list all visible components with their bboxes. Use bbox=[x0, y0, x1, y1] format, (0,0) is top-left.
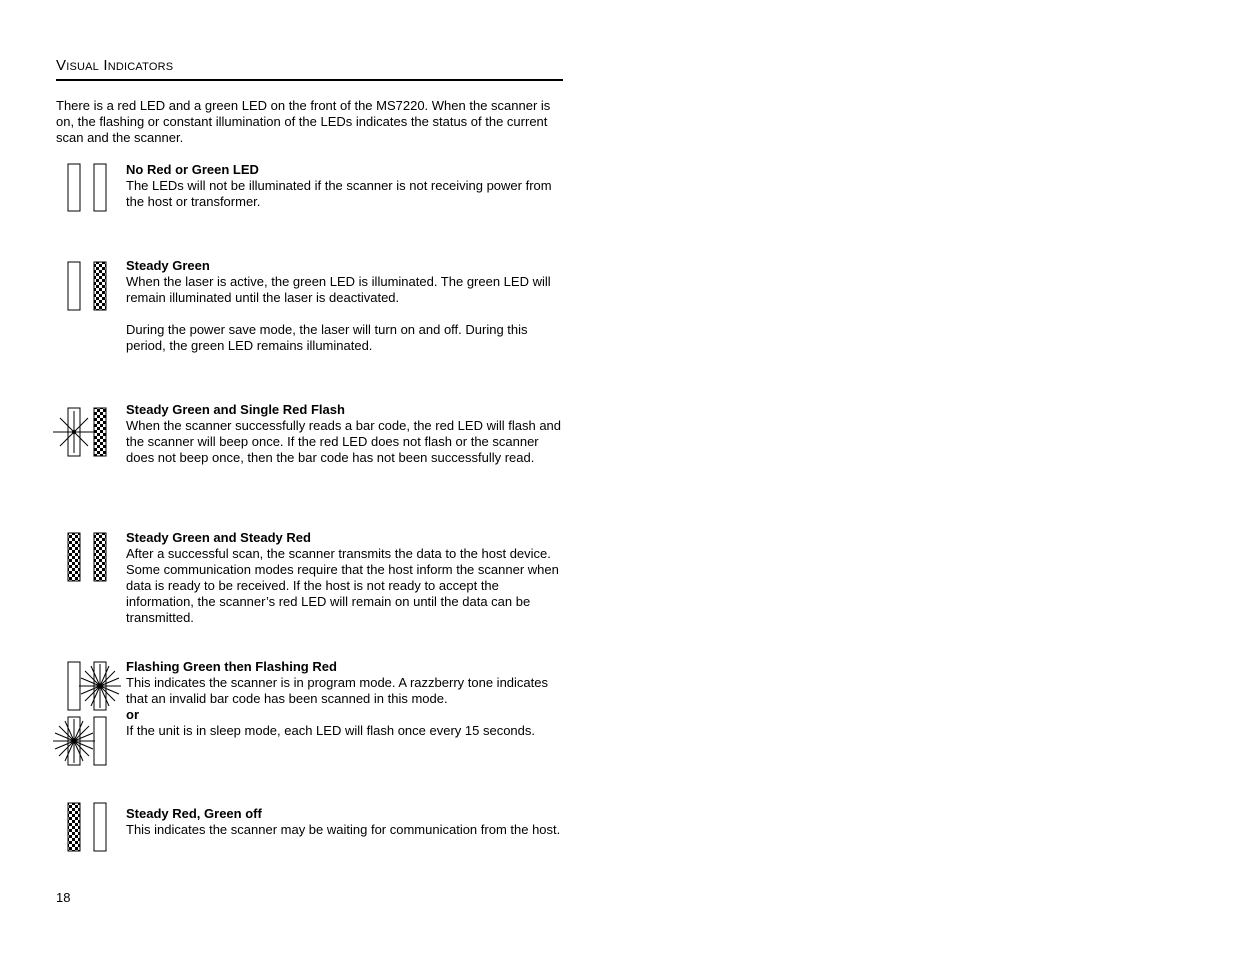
entry-title: Steady Green and Single Red Flash bbox=[126, 402, 345, 417]
green-led-on-icon bbox=[66, 261, 110, 313]
entry-steady-green bbox=[126, 258, 562, 354]
entry-or: or bbox=[126, 707, 139, 722]
entry-green-red-flash bbox=[126, 402, 562, 466]
both-leds-on-icon bbox=[66, 532, 110, 584]
entry-red-on-green-off bbox=[126, 806, 562, 838]
entry-title: No Red or Green LED bbox=[126, 162, 259, 177]
entry-flashing bbox=[126, 659, 562, 739]
entry-body: This indicates the scanner may be waiting for communication from the host. bbox=[126, 822, 561, 837]
page-number: 18 bbox=[56, 890, 71, 905]
entry-body-2: If the unit is in sleep mode, each LED will flash once every 15 seconds. bbox=[126, 723, 535, 738]
entry-no-led bbox=[126, 162, 562, 210]
entry-title: Steady Green bbox=[126, 258, 210, 273]
entry-body: The LEDs will not be illuminated if the scanner is not receiving power from the host or transformer. bbox=[126, 178, 552, 209]
intro-paragraph: There is a red LED and a green LED on the front of the MS7220. When the scanner is on, the flashing or constant illumination of the LEDs indicates the status of the current scan and the scanner. bbox=[56, 98, 551, 145]
entry-body: After a successful scan, the scanner transmits the data to the host device. Some communication modes require that the host inform the scanner when data is ready to be received. If the host is not ready to accept the information, the scanner’s red LED will remain on until the data can be transmitted. bbox=[126, 546, 559, 625]
entry-body: When the laser is active, the green LED is illuminated. The green LED will remain illuminated until the laser is deactivated. bbox=[126, 274, 551, 305]
entry-green-red-steady bbox=[126, 530, 562, 626]
green-flash-then-red-flash-icon bbox=[52, 660, 124, 768]
entry-title: Steady Red, Green off bbox=[126, 806, 262, 821]
section-heading bbox=[56, 57, 563, 81]
entry-title: Flashing Green then Flashing Red bbox=[126, 659, 337, 674]
entry-body: When the scanner successfully reads a bar code, the red LED will flash and the scanner will beep once. If the red LED does not flash or the scanner does not beep once, then the bar code has not been successfully read. bbox=[126, 418, 562, 465]
entry-body-2: During the power save mode, the laser will turn on and off. During this period, the green LED remains illuminated. bbox=[126, 322, 528, 353]
section-heading-text: Visual Indicators bbox=[56, 57, 174, 74]
entry-body: This indicates the scanner is in program mode. A razzberry tone indicates that an invalid bar code has been scanned in this mode. bbox=[126, 675, 548, 706]
red-flash-green-on-icon bbox=[52, 406, 110, 458]
both-leds-off-icon bbox=[66, 163, 110, 213]
red-on-green-off-icon bbox=[66, 802, 110, 854]
entry-title: Steady Green and Steady Red bbox=[126, 530, 311, 545]
